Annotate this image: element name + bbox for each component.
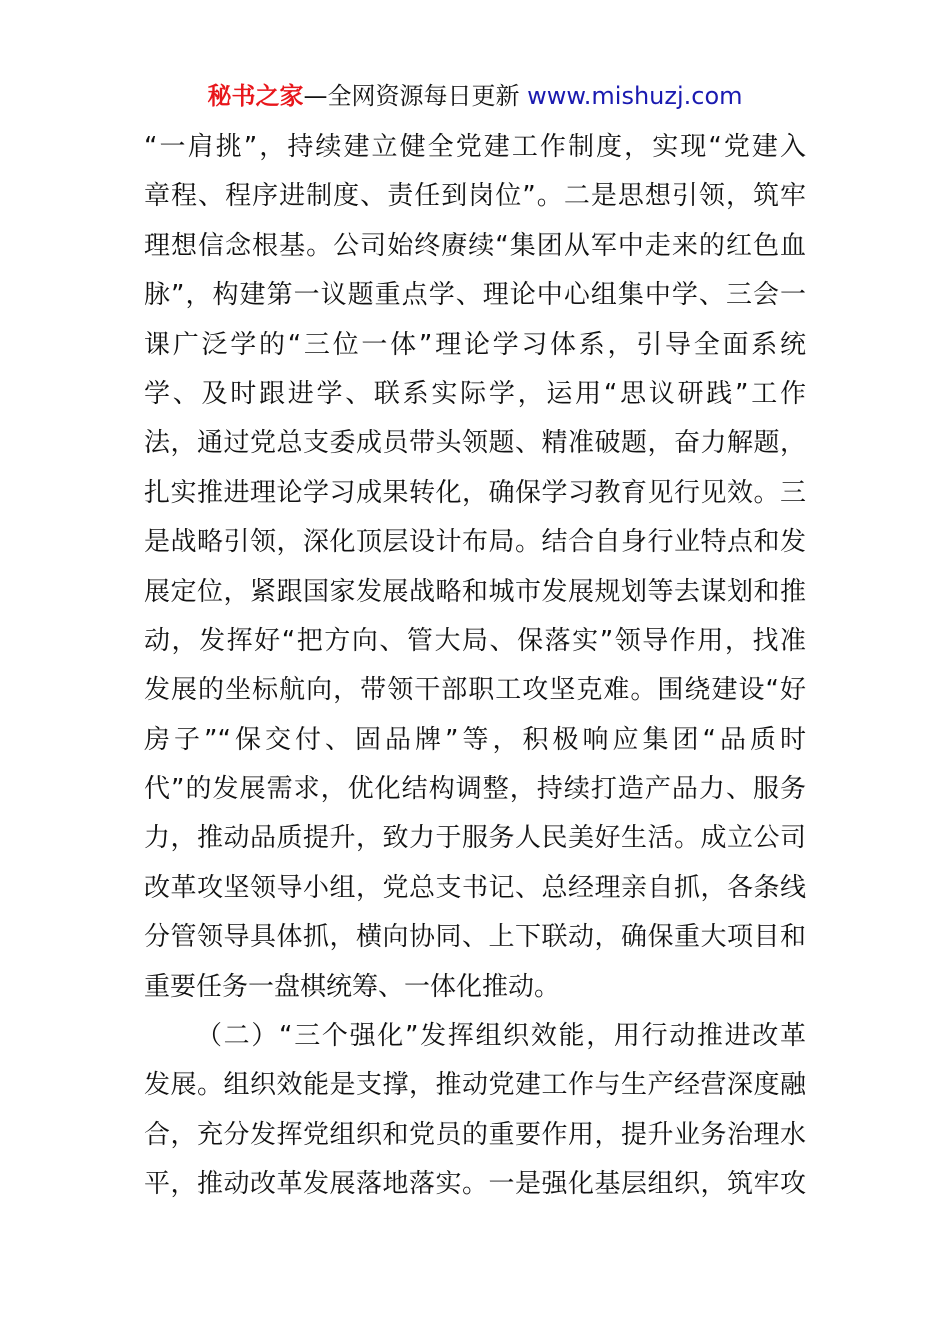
section-heading-line: （二）“三个强化”发挥组织效能，用行动推进改革 (196, 1021, 806, 1052)
text-line: 平，推动改革发展落地落实。一是强化基层组织，筑牢攻 (144, 1169, 806, 1200)
text-line: 扎实推进理论学习成果转化，确保学习教育见行见效。三 (144, 477, 806, 508)
site-brand: 秘书之家 (207, 82, 304, 110)
text-line: 房子”“保交付、固品牌”等，积极响应集团“品质时 (144, 724, 806, 755)
page-header (0, 78, 950, 114)
text-line: 章程、程序进制度、责任到岗位”。二是思想引领，筑牢 (144, 181, 806, 212)
text-line: 脉”，构建第一议题重点学、理论中心组集中学、三会一 (144, 280, 806, 311)
text-line: 代”的发展需求，优化结构调整，持续打造产品力、服务 (144, 774, 806, 805)
text-line: 法，通过党总支委成员带头领题、精准破题，奋力解题， (144, 428, 806, 459)
site-url[interactable]: www.mishuzj.com (527, 82, 743, 110)
text-line: 理想信念根基。公司始终赓续“集团从军中走来的红色血 (144, 230, 806, 261)
text-line: 动，发挥好“把方向、管大局、保落实”领导作用，找准 (144, 625, 806, 656)
text-line: 发展的坐标航向，带领干部职工攻坚克难。围绕建设“好 (144, 675, 806, 706)
site-tagline: —全网资源每日更新 (303, 82, 528, 110)
text-line: 重要任务一盘棋统筹、一体化推动。 (144, 971, 561, 1002)
text-line: 改革攻坚领导小组，党总支书记、总经理亲自抓，各条线 (144, 872, 806, 903)
document-body (144, 123, 806, 1210)
text-line: 是战略引领，深化顶层设计布局。结合自身行业特点和发 (144, 527, 806, 558)
text-line: 展定位，紧跟国家发展战略和城市发展规划等去谋划和推 (144, 576, 806, 607)
text-line: 发展。组织效能是支撑，推动党建工作与生产经营深度融 (144, 1070, 806, 1101)
text-line: 分管领导具体抓，横向协同、上下联动，确保重大项目和 (144, 922, 806, 953)
text-line: 学、及时跟进学、联系实际学，运用“思议研践”工作 (144, 378, 806, 409)
text-line: 合，充分发挥党组织和党员的重要作用，提升业务治理水 (144, 1119, 806, 1150)
text-line: 课广泛学的“三位一体”理论学习体系，引导全面系统 (144, 329, 806, 360)
text-line: 力，推动品质提升，致力于服务人民美好生活。成立公司 (144, 823, 806, 854)
text-line: “一肩挑”，持续建立健全党建工作制度，实现“党建入 (144, 132, 806, 162)
